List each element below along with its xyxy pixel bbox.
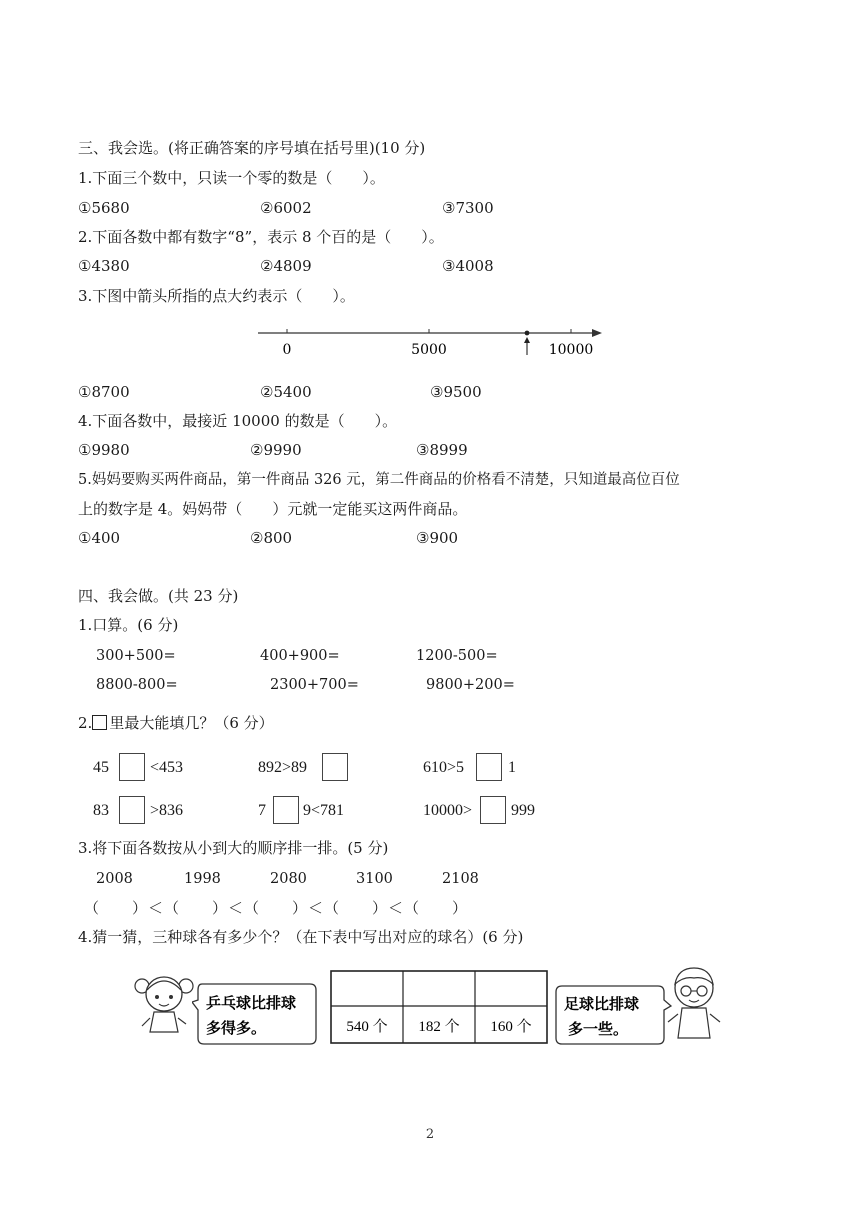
section4-heading: 四、我会做。(共 23 分) xyxy=(78,587,239,605)
fill-box-4[interactable] xyxy=(119,796,145,824)
q3-5-option-1: ①400 xyxy=(78,529,121,547)
q3-2-option-2: ②4809 xyxy=(260,257,312,275)
calc-2: 400+900= xyxy=(260,648,340,664)
calc-6: 9800+200= xyxy=(426,677,515,693)
boy-bubble-line1: 足球比排球 xyxy=(564,995,640,1013)
q3-1-option-3: ③7300 xyxy=(442,199,494,217)
order-number-3: 2080 xyxy=(270,871,307,887)
calc-3: 1200-500= xyxy=(416,648,498,664)
square-box-icon xyxy=(92,715,107,730)
girl-bubble-line2: 多得多。 xyxy=(206,1019,267,1037)
q4-1-title: 1.口算。(6 分) xyxy=(78,616,179,634)
q3-3-option-2: ②5400 xyxy=(260,383,312,401)
q3-3-option-3: ③9500 xyxy=(430,383,482,401)
fill-r2c3-left: 10000> xyxy=(423,802,473,819)
section3-heading: 三、我会选。(将正确答案的序号填在括号里)(10 分) xyxy=(78,139,426,157)
q4-2-title xyxy=(78,713,274,733)
boy-icon xyxy=(664,964,726,1044)
fill-box-3[interactable] xyxy=(476,753,502,781)
number-line-arrowhead xyxy=(592,329,602,337)
calc-5: 2300+700= xyxy=(270,677,359,693)
girl-bubble-line1: 乒乓球比排球 xyxy=(206,994,297,1012)
fill-r2c3-right: 999 xyxy=(511,802,535,819)
q4-3-title: 3.将下面各数按从小到大的顺序排一排。(5 分) xyxy=(78,839,389,857)
tick-label-10000: 10000 xyxy=(548,342,594,358)
fill-box-2[interactable] xyxy=(322,753,348,781)
fill-r1c3-right: 1 xyxy=(508,759,516,776)
q3-4-option-1: ①9980 xyxy=(78,441,130,459)
q3-2-text: 2.下面各数中都有数字“8”，表示 8 个百的是（ ）。 xyxy=(78,228,444,246)
boy-bubble-line2: 多一些。 xyxy=(568,1020,629,1038)
q3-1-option-1: ①5680 xyxy=(78,199,130,217)
number-line-point xyxy=(525,331,530,336)
table-answer-cell-3[interactable] xyxy=(478,974,544,1004)
q4-4-title: 4.猜一猜，三种球各有多少个？（在下表中写出对应的球名）(6 分) xyxy=(78,928,524,946)
q3-4-text: 4.下面各数中，最接近 10000 的数是（ ）。 xyxy=(78,412,398,430)
q3-4-option-3: ③8999 xyxy=(416,441,468,459)
tick-label-5000: 5000 xyxy=(411,342,447,358)
fill-r2c2-left: 7 xyxy=(258,802,266,819)
q3-5-option-2: ②800 xyxy=(250,529,293,547)
calc-1: 300+500= xyxy=(96,648,176,664)
fill-r2c1-left: 83 xyxy=(93,802,109,819)
q3-2-option-1: ①4380 xyxy=(78,257,130,275)
calc-4: 8800-800= xyxy=(96,677,178,693)
order-number-2: 1998 xyxy=(184,871,221,887)
q3-5-text-line1: 5.妈妈要购买两件商品，第一件商品 326 元，第二件商品的价格看不清楚，只知道最高位百位 xyxy=(78,472,680,488)
boy-speech-bubble xyxy=(554,982,672,1048)
fill-r2c2-right: 9<781 xyxy=(303,802,345,819)
fill-r1c1-left: 45 xyxy=(93,759,109,776)
page-number: 2 xyxy=(425,1127,435,1142)
fill-box-6[interactable] xyxy=(480,796,506,824)
q3-5-text-line2: 上的数字是 4。妈妈带（ ）元就一定能买这两件商品。 xyxy=(78,500,468,518)
table-value-2: 182 个 xyxy=(418,1019,460,1035)
q3-5-option-3: ③900 xyxy=(416,529,459,547)
fill-r2c1-right: >836 xyxy=(150,802,184,819)
number-line xyxy=(250,322,610,364)
q3-4-option-2: ②9990 xyxy=(250,441,302,459)
girl-speech-bubble xyxy=(192,980,320,1048)
girl-icon xyxy=(132,970,196,1038)
q4-2-title-suffix: 里最大能填几？（6 分） xyxy=(109,714,274,732)
order-number-4: 3100 xyxy=(356,871,393,887)
table-answer-cell-2[interactable] xyxy=(406,974,472,1004)
fill-r1c3-left: 610>5 xyxy=(423,759,465,776)
table-value-1: 540 个 xyxy=(346,1019,388,1035)
fill-box-5[interactable] xyxy=(273,796,299,824)
tick-label-0: 0 xyxy=(282,342,292,358)
fill-box-1[interactable] xyxy=(119,753,145,781)
order-number-5: 2108 xyxy=(442,871,479,887)
q3-3-text: 3.下图中箭头所指的点大约表示（ ）。 xyxy=(78,287,355,305)
table-value-3: 160 个 xyxy=(490,1019,532,1035)
q3-1-option-2: ②6002 xyxy=(260,199,312,217)
order-answer-line: （ ）＜（ ）＜（ ）＜（ ）＜（ ） xyxy=(84,899,469,917)
order-number-1: 2008 xyxy=(96,871,133,887)
fill-r1c1-right: <453 xyxy=(150,759,184,776)
q3-3-option-1: ①8700 xyxy=(78,383,130,401)
table-answer-cell-1[interactable] xyxy=(334,974,400,1004)
q3-2-option-3: ③4008 xyxy=(442,257,494,275)
q4-2-title-prefix: 2. xyxy=(78,714,93,732)
fill-r1c2-left: 892>89 xyxy=(258,759,308,776)
q3-1-text: 1.下面三个数中，只读一个零的数是（ ）。 xyxy=(78,169,385,187)
